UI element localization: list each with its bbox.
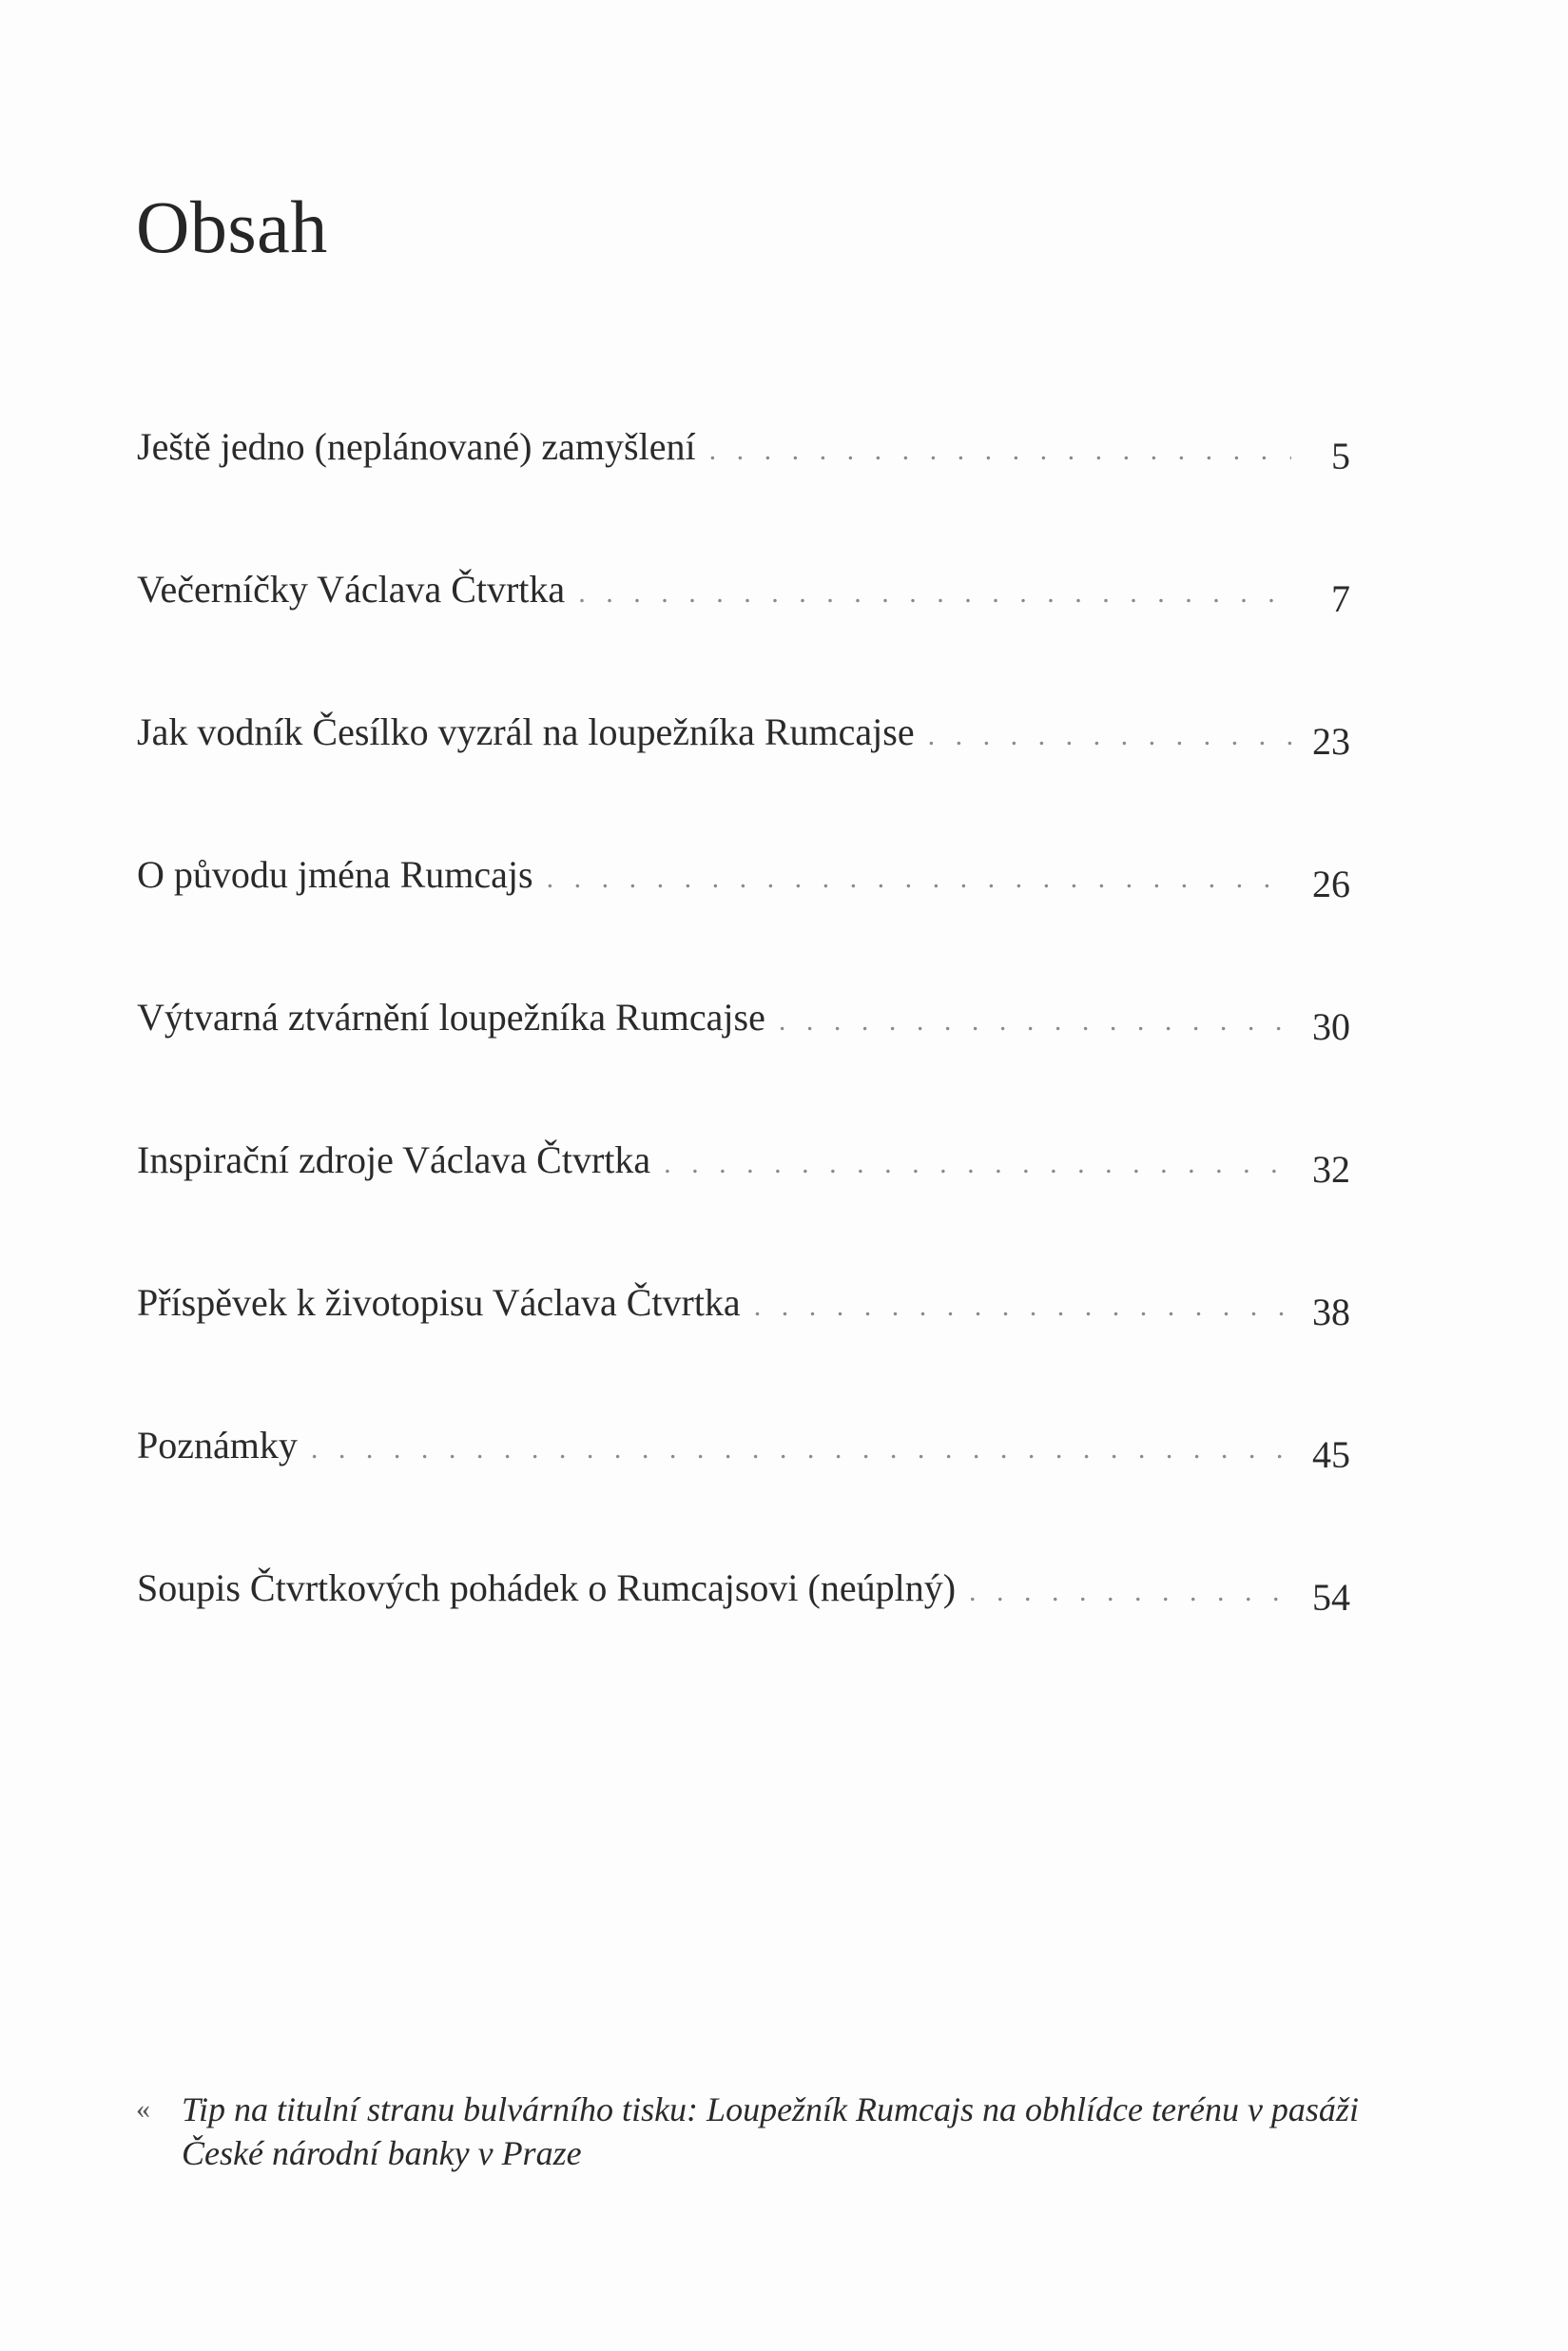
dot-leader	[311, 1435, 1291, 1464]
toc-entry-page: 23	[1312, 720, 1350, 763]
toc-entry-title: Inspirační zdroje Václava Čtvrtka	[137, 1138, 651, 1181]
toc-entry-title: Ještě jedno (neplánované) zamyšlení	[137, 425, 696, 468]
toc-entry	[137, 710, 1350, 856]
toc-entry	[137, 568, 1350, 713]
toc-entry	[137, 1566, 1350, 1712]
page-title: Obsah	[136, 185, 328, 268]
table-of-contents	[137, 425, 1350, 1712]
toc-entry-page: 26	[1312, 863, 1350, 905]
toc-entry-title: Večerníčky Václava Čtvrtka	[137, 568, 566, 611]
dot-leader	[779, 1007, 1291, 1036]
toc-entry-title: Soupis Čtvrtkových pohádek o Rumcajsovi (neúplný)	[137, 1566, 957, 1609]
toc-entry	[137, 425, 1350, 571]
toc-entry	[137, 1281, 1350, 1427]
toc-entry-title: Jak vodník Česílko vyzrál na loupežníka Rumcajse	[137, 710, 915, 753]
toc-entry-page: 32	[1312, 1148, 1350, 1191]
toc-entry	[137, 1138, 1350, 1284]
dot-leader	[709, 437, 1291, 465]
dot-leader	[547, 865, 1291, 893]
toc-entry-page: 45	[1312, 1433, 1350, 1476]
toc-entry-title: Výtvarná ztvárnění loupežníka Rumcajse	[137, 996, 765, 1039]
toc-entry-page: 30	[1312, 1005, 1350, 1048]
toc-entry	[137, 1424, 1350, 1569]
toc-entry-title: Poznámky	[137, 1424, 298, 1467]
caption-text: Tip na titulní stranu bulvárního tisku: Loupežník Rumcajs na obhlídce terénu v pasáži České národní banky v Praze	[182, 2090, 1359, 2172]
toc-entry-page: 5	[1331, 435, 1350, 477]
toc-entry-title: O původu jména Rumcajs	[137, 853, 533, 896]
toc-entry-page: 38	[1312, 1291, 1350, 1333]
caption-marker: «	[136, 2093, 150, 2125]
dot-leader	[969, 1578, 1291, 1606]
dot-leader	[928, 722, 1291, 750]
dot-leader	[754, 1292, 1291, 1321]
dot-leader	[664, 1150, 1291, 1178]
toc-entry-page: 54	[1312, 1576, 1350, 1619]
dot-leader	[578, 579, 1291, 608]
image-caption	[136, 2088, 1372, 2175]
toc-entry-page: 7	[1331, 577, 1350, 620]
toc-entry	[137, 996, 1350, 1141]
toc-entry	[137, 853, 1350, 999]
toc-entry-title: Příspěvek k životopisu Václava Čtvrtka	[137, 1281, 741, 1324]
